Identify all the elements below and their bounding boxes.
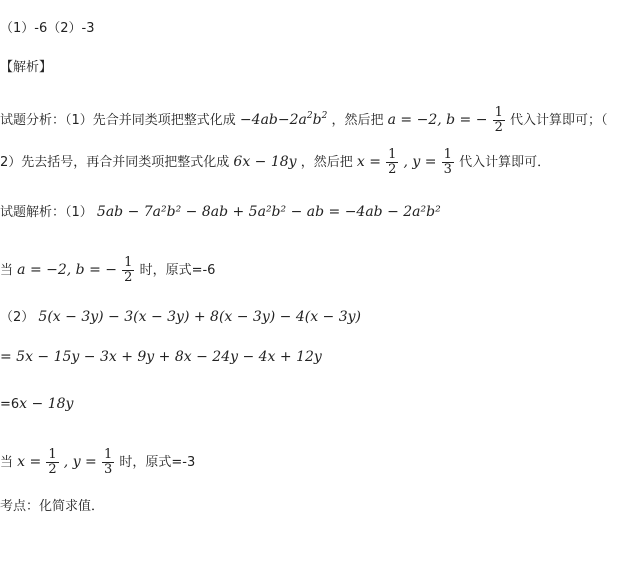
solution-step-1: = 5x − 15y − 3x + 9y + 8x − 24y − 4x + 12y	[0, 349, 322, 365]
answer-text: （1）-6（2）-3	[0, 21, 95, 36]
solution-expr: 5ab − 7a²b² − 8ab + 5a²b² − ab = −4ab − 2a²b²	[96, 204, 441, 220]
kaodian-line: 考点：化简求值．	[0, 499, 105, 514]
analysis-subst2-x: x =	[356, 154, 381, 170]
solution-step-2: =6x − 18y	[0, 396, 74, 412]
analysis-mid2: ，然后把	[300, 155, 353, 170]
solution-label: 试题解析：（1）	[0, 205, 93, 220]
solution-frac-half: $\frac{1}{2}$	[124, 255, 133, 285]
analysis-line2-start: 2）先去括号，再合并同类项把整式化成	[0, 155, 230, 170]
analysis-end1: 代入计算即可；（	[510, 113, 608, 128]
analysis-line-2	[0, 148, 550, 177]
solution-part2-expr: 5(x − 3y) − 3(x − 3y) + 8(x − 3y) − 4(x − 3y)	[38, 309, 362, 325]
solution-when-2: 当 x = $\frac{1}{2}$ , y = $\frac{1}{3}$ 时，原式=-3	[0, 447, 196, 477]
solution-part2: （2） 5(x − 3y) − 3(x − 3y) + 8(x − 3y) − 4(x − 3y)	[0, 309, 362, 325]
analysis-expr1: $-4ab-2a^2b^2$	[239, 111, 328, 128]
analysis-expr2: 6x − 18y	[233, 154, 297, 170]
solution-when-1: 当 a = −2, b = − $\frac{1}{2}$ 时，原式=-6	[0, 255, 216, 285]
analysis-label: 试题分析：（1）先合并同类项把整式化成	[0, 113, 236, 128]
answer-line	[0, 20, 94, 38]
solution-line-1	[0, 203, 441, 222]
analysis-subst1: a = −2, b = −	[387, 112, 488, 128]
analysis-line-1	[0, 106, 608, 135]
analysis-end2: 代入计算即可．	[459, 155, 551, 170]
section-title: 【解析】	[0, 60, 53, 75]
solution-frac-x: $\frac{1}{2}$	[48, 447, 57, 477]
analysis-mid1: ，然后把	[331, 113, 384, 128]
solution-frac-y: $\frac{1}{3}$	[103, 447, 113, 477]
analysis-frac-x: $\frac{1}{2}$	[388, 147, 397, 177]
analysis-subst2-y: , y =	[403, 154, 437, 170]
analysis-frac-half: $\frac{1}{2}$	[494, 105, 503, 135]
analysis-frac-y: $\frac{1}{3}$	[443, 147, 452, 177]
